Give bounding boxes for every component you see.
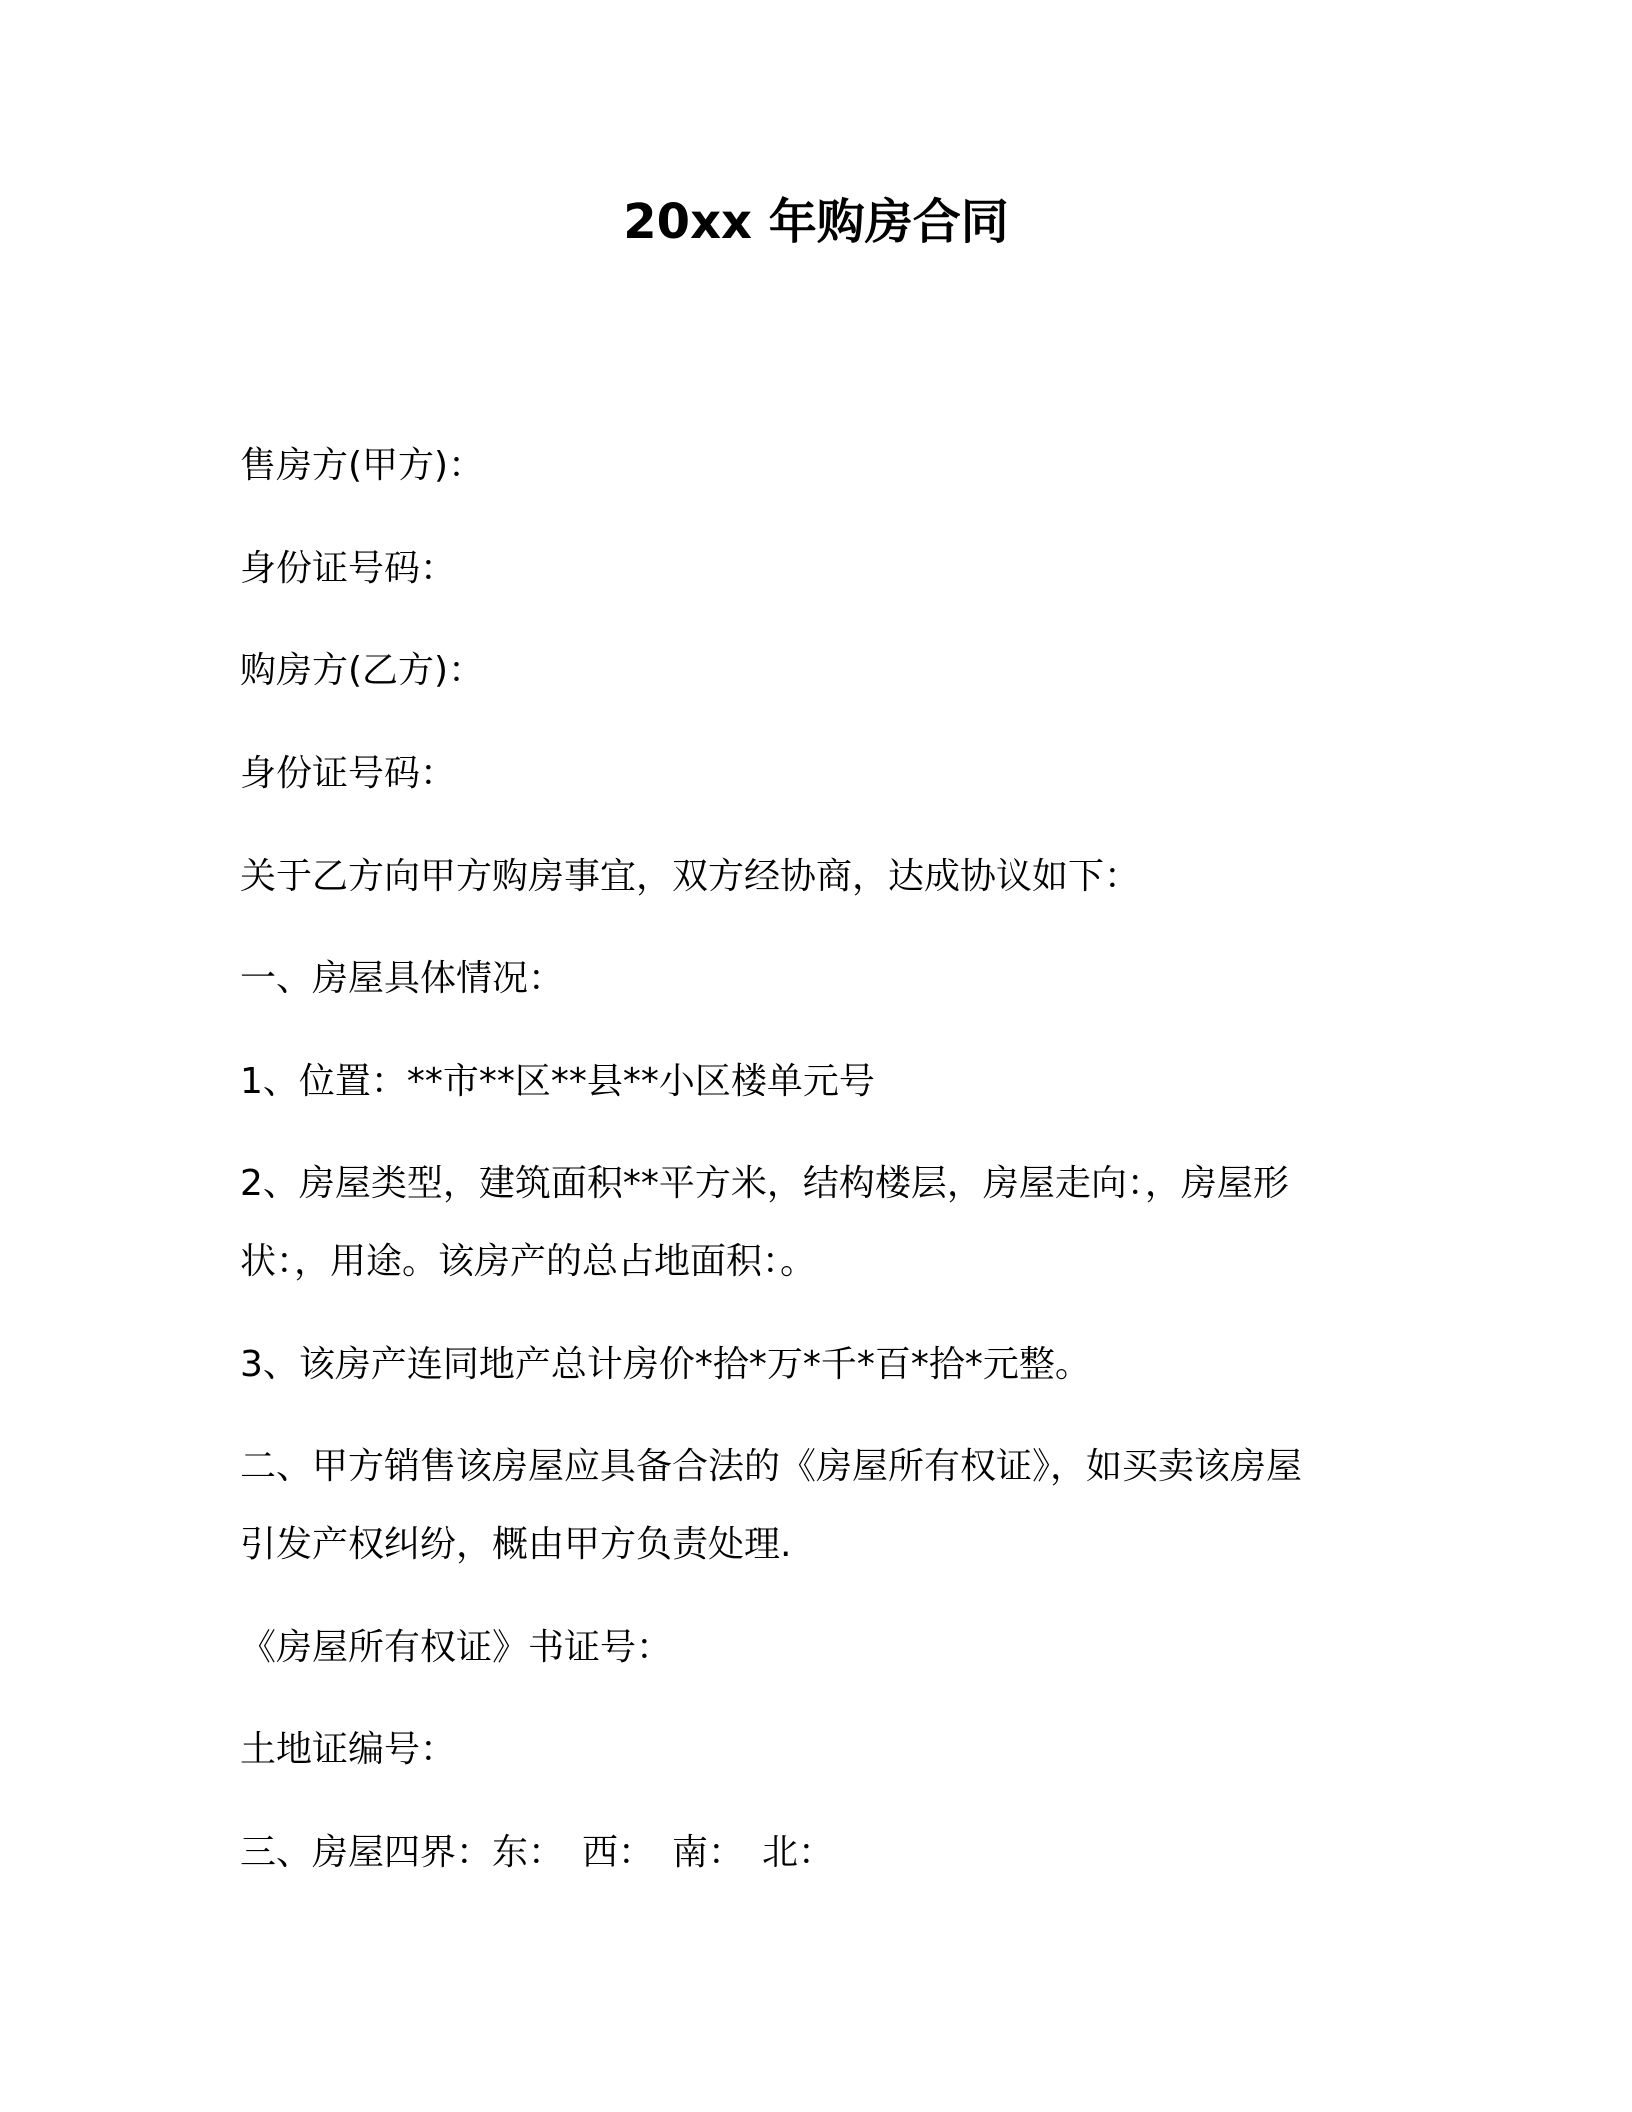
document-title: 20xx 年购房合同 <box>623 194 1009 250</box>
item-3-price: 3、该房产连同地产总计房价*拾*万*千*百*拾*元整。 <box>240 1344 1091 1385</box>
buyer-label: 购房方(乙方)： <box>240 650 485 691</box>
seller-label: 售房方(甲方)： <box>240 445 485 486</box>
land-certificate-label: 土地证编号： <box>240 1729 457 1770</box>
buyer-id-label: 身份证号码： <box>240 753 457 794</box>
section-1-heading: 一、房屋具体情况： <box>240 958 565 999</box>
item-2-line-1: 2、房屋类型，建筑面积**平方米，结构楼层，房屋走向：，房屋形 <box>240 1163 1289 1204</box>
section-3-boundaries: 三、房屋四界：东： 西： 南： 北： <box>240 1832 835 1873</box>
intro-paragraph: 关于乙方向甲方购房事宜，双方经协商，达成协议如下： <box>240 856 1141 897</box>
item-1-location: 1、位置：**市**区**县**小区楼单元号 <box>240 1061 875 1102</box>
item-2-line-2: 状：，用途。该房产的总占地面积：。 <box>240 1241 817 1282</box>
certificate-number-label: 《房屋所有权证》书证号： <box>240 1627 673 1668</box>
seller-id-label: 身份证号码： <box>240 548 457 589</box>
section-2-line-2: 引发产权纠纷，概由甲方负责处理. <box>240 1524 792 1565</box>
section-2-line-1: 二、甲方销售该房屋应具备合法的《房屋所有权证》，如买卖该房屋 <box>240 1446 1303 1487</box>
